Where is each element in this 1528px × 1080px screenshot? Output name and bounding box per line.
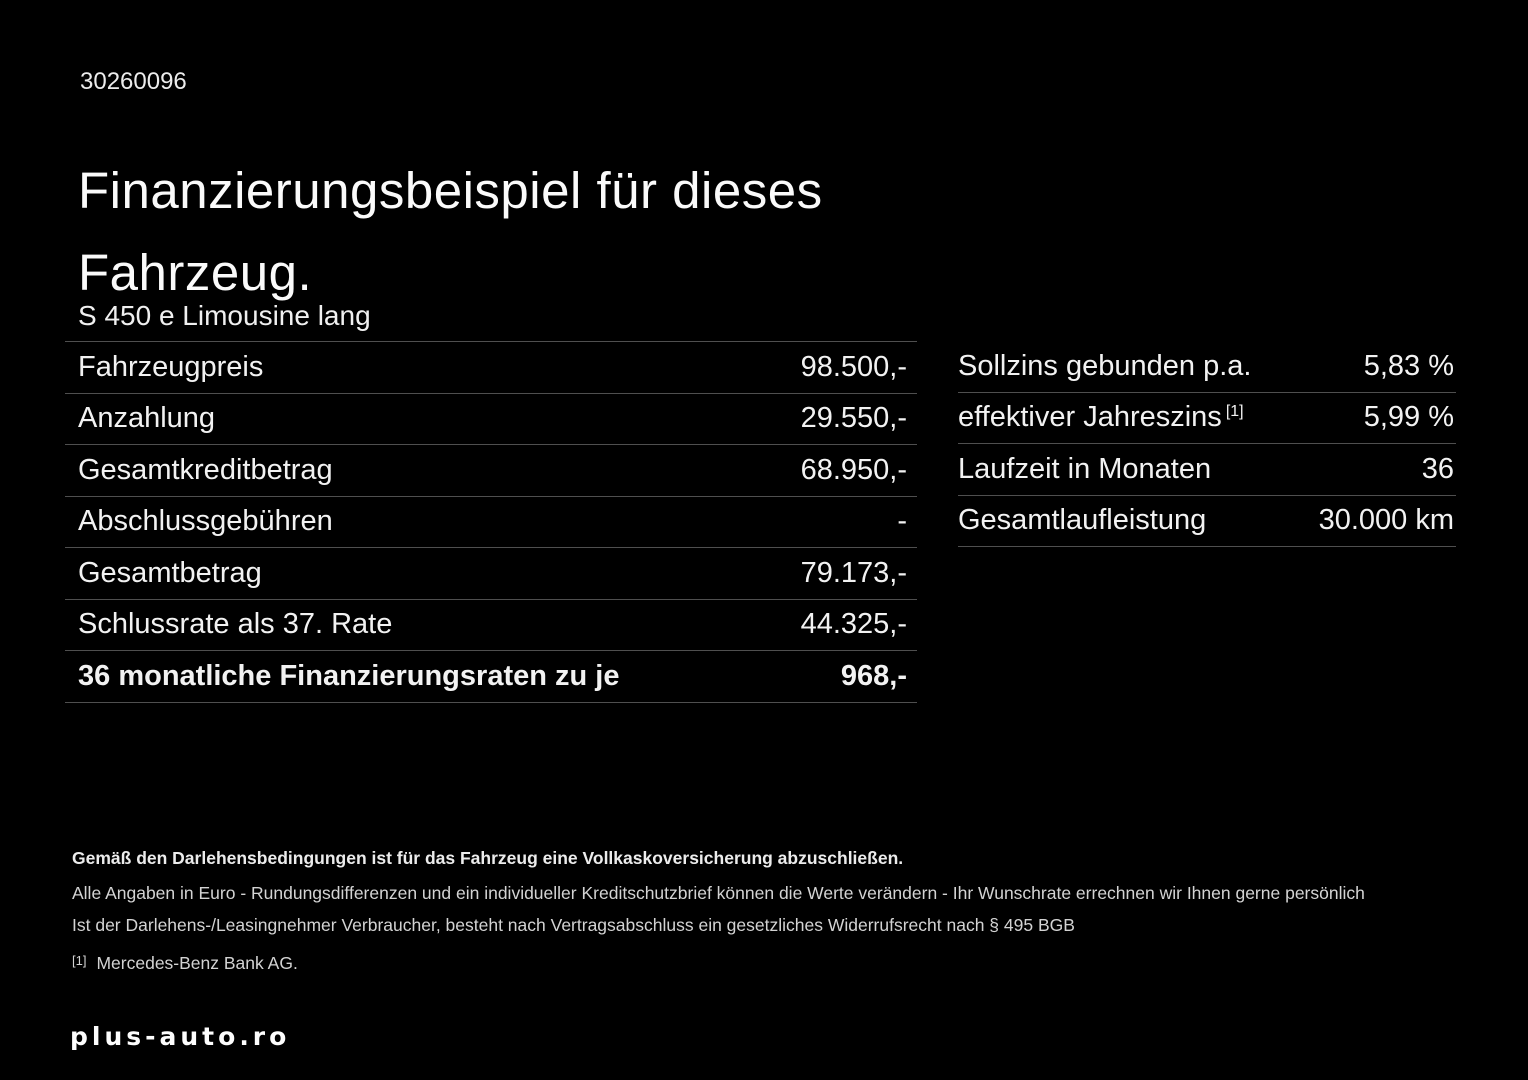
row-value: 36 (1421, 452, 1454, 485)
row-value: 68.950,- (800, 453, 907, 486)
row-label: Sollzins gebunden p.a. (958, 349, 1252, 382)
table-row-abschlussgebuehren (65, 497, 917, 549)
row-value: 968,- (840, 659, 907, 692)
disclaimer-line-2: Ist der Darlehens-/Leasingnehmer Verbraucher, besteht nach Vertragsabschluss ein gesetzliches Widerrufsrecht nach § 495 BGB (72, 915, 1075, 935)
reference-marker: [1] (72, 953, 87, 968)
vehicle-id-number: 30260096 (80, 68, 187, 95)
row-value: - (897, 505, 907, 538)
row-value: 98.500,- (800, 350, 907, 383)
row-value: 5,99 % (1363, 401, 1454, 434)
row-value: 5,83 % (1363, 349, 1454, 382)
table-row-schlussrate (65, 600, 917, 652)
row-label: Abschlussgebühren (78, 505, 333, 538)
table-row-sollzins (958, 341, 1456, 393)
row-label: effektiver Jahreszins [1] (958, 401, 1244, 434)
table-row-laufzeit (958, 444, 1456, 496)
vehicle-model-name: S 450 e Limousine lang (78, 300, 371, 331)
footnotes-section (72, 848, 1472, 974)
row-value: 79.173,- (800, 556, 907, 589)
footnote-superscript: [1] (1225, 402, 1244, 420)
disclaimer-line-1: Alle Angaben in Euro - Rundungsdifferenzen und ein individueller Kreditschutzbrief können die Werte verändern - Ihr Wunschrate errechnen wir Ihnen gerne persönlich (72, 883, 1365, 903)
row-label: Fahrzeugpreis (78, 350, 264, 383)
row-label: Schlussrate als 37. Rate (78, 608, 393, 641)
row-value: 29.550,- (800, 402, 907, 435)
row-label: Laufzeit in Monaten (958, 452, 1212, 485)
page-title: Finanzierungsbeispiel für dieses Fahrzeug. (78, 162, 823, 302)
reference-text: Mercedes-Benz Bank AG. (96, 953, 298, 973)
table-row-monthly-rate (65, 651, 917, 703)
row-value: 30.000 km (1318, 504, 1454, 537)
table-row-gesamtlaufleistung (958, 496, 1456, 548)
financing-table (65, 341, 917, 703)
table-row-gesamtbetrag (65, 548, 917, 600)
insurance-note: Gemäß den Darlehensbedingungen ist für das Fahrzeug eine Vollkaskoversicherung abzuschließen. (72, 848, 904, 868)
watermark-plus-auto: plus-auto.ro (70, 1022, 291, 1051)
row-value: 44.325,- (800, 608, 907, 641)
bank-reference (72, 953, 1472, 974)
row-label: Gesamtbetrag (78, 556, 262, 589)
row-label: 36 monatliche Finanzierungsraten zu je (78, 659, 620, 692)
table-row-gesamtkreditbetrag (65, 445, 917, 497)
table-row-fahrzeugpreis (65, 342, 917, 394)
table-row-anzahlung (65, 394, 917, 446)
table-row-effektiver-jahreszins (958, 393, 1456, 445)
conditions-table (958, 341, 1456, 547)
row-label: Anzahlung (78, 402, 216, 435)
row-label: Gesamtlaufleistung (958, 504, 1207, 537)
row-label: Gesamtkreditbetrag (78, 453, 333, 486)
